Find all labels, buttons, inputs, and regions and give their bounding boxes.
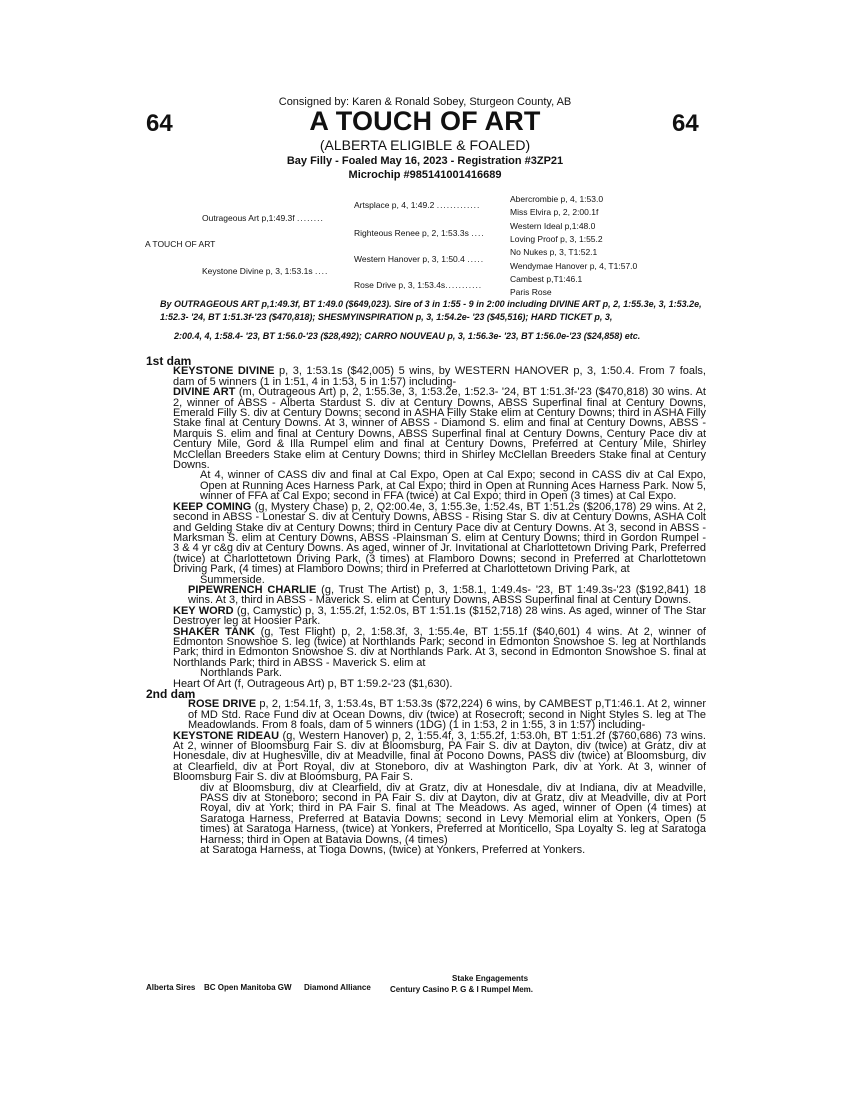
key-word-paragraph: KEY WORD (g, Camystic) p, 3, 1:55.2f, 1:52.0s, BT 1:51.1s ($152,718) 28 wins. As aged, winner of The Star Destroyer leg at Hoosier Park. bbox=[173, 604, 706, 628]
pedigree-g2: Miss Elvira p, 2, 2:00.1f bbox=[510, 207, 599, 217]
pedigree-g7: Cambest p,T1:46.1 bbox=[510, 274, 583, 284]
pedigree-sire-dam: Righteous Renee p, 2, 1:53.3s .... bbox=[354, 228, 485, 238]
keystone-rideau-paragraph: KEYSTONE RIDEAU (g, Western Hanover) p, 2, 1:55.4f, 3, 1:55.2f, 1:53.0h, BT 1:51.2f ($760,686) 73 wins. At 2, winner of Bloomsburg Fair S. div at Bloomsburg, PA Fair S. div at Dayton, div (twice) at Gratz, div at Honesdale, div at Hughesville, div at Meadville, final at Pocono Downs, PASS div (twice) at Bloomsburg, div at Clearfield, div at Port Royal, div at Stoneboro, div at Washington Park, div at York. At 3, winner of Bloomsburg Fair S. div at Bloomsburg, PA Fair S. bbox=[173, 729, 706, 784]
pedigree-sire-sire: Artsplace p, 4, 1:49.2 ............. bbox=[354, 200, 481, 210]
eligibility-line: (ALBERTA ELIGIBLE & FOALED) bbox=[319, 137, 531, 153]
description-line: Bay Filly - Foaled May 16, 2023 - Registration #3ZP21 bbox=[286, 155, 564, 167]
stake-engagements-list: Century Casino P. G & I Rumpel Mem. bbox=[390, 985, 533, 994]
hip-number-right: 64 bbox=[672, 110, 699, 137]
shaker-tank-continued: Northlands Park. bbox=[200, 667, 282, 680]
pedigree-g4: Loving Proof p, 3, 1:55.2 bbox=[510, 234, 603, 244]
pedigree-g6: Wendymae Hanover p, 4, T1:57.0 bbox=[510, 261, 638, 271]
footer-bc-open: BC Open Manitoba GW bbox=[204, 983, 292, 992]
dam1-paragraph: KEYSTONE DIVINE p, 3, 1:53.1s ($42,005) 5 wins, by WESTERN HANOVER p, 3, 1:50.4. From 7 foals, dam of 5 winners (1 in 1:51, 4 in 1:53, 5 in 1:57) including- bbox=[173, 365, 706, 388]
footer-alberta-sires: Alberta Sires bbox=[146, 983, 196, 992]
pedigree-g8: Paris Rose bbox=[510, 287, 552, 297]
pedigree-g1: Abercrombie p, 4, 1:53.0 bbox=[510, 194, 604, 204]
keep-coming-paragraph: KEEP COMING (g, Mystery Chase) p, 2, Q2:00.4e, 3, 1:55.3e, 1:52.4s, BT 1:51.2s ($206,178) 29 wins. At 2, second in ABSS - Lonestar S. div at Century Downs, ABSS - Rising Star S. div at Century Downs, ASHA Colt and Gelding Stake div at Century Downs; third in Century Pace div at Century Downs. At 3, second in ABSS - Marksman S. elim at Century Downs, ABSS -Plainsman S. elim at Century Downs; third in Gordon Rumpel - 3 & 4 yr c&g div at Century Downs. As aged, winner of Jr. Invitational at Charlottetown Driving Park, Preferred (twice) at Charlottetown Driving Park, (3 times) at Flamboro Downs; second in Preferred at Charlottetown Driving Park, (4 times) at Flamboro Downs; third in Preferred at Charlottetown Driving Park, at bbox=[173, 500, 706, 576]
horse-name: A TOUCH OF ART bbox=[309, 106, 541, 136]
consignor-line: Consigned by: Karen & Ronald Sobey, Sturgeon County, AB bbox=[278, 96, 572, 108]
second-dam-heading: 2nd dam bbox=[146, 687, 196, 701]
pedigree-dam-sire: Western Hanover p, 3, 1:50.4 ..... bbox=[354, 254, 485, 264]
divine-art-paragraph: DIVINE ART (m, Outrageous Art) p, 2, 1:55.3e, 3, 1:53.2e, 1:52.3- '24, BT 1:51.3f-'23 ($470,818) 30 wins. At 2, winner of ABSS - Alberta Stardust S. div at Century Downs, ABSS Superfinal final at Century Downs, Emerald Filly S. div at Century Downs; second in ASHA Filly Stake elim at Century Downs; third in ASHA Filly Stake final at Century Downs. At 3, winner of ABSS - Diamond S. elim and final at Century Downs, ABSS - Marquis S. elim and final at Century Downs, ABSS Superfinal final at Century Downs, Century Pace div at Century Mile, Gord & Illa Rumpel elim and final at Century Downs, Preferred at Century Mile, Shirley McClellan Breeders Stake elim at Century Downs; third in Shirley McClellan Breeders Stake final at Century Downs. bbox=[173, 386, 706, 472]
pedigree-dam-dam: Rose Drive p, 3, 1:53.4s........... bbox=[354, 280, 483, 290]
microchip-line: Microchip #985141001416689 bbox=[348, 169, 502, 181]
keystone-rideau-continued-2: at Saratoga Harness, at Tioga Downs, (twice) at Yonkers, Preferred at Yonkers. bbox=[200, 844, 586, 857]
pedigree-sire: Outrageous Art p,1:49.3f ........ bbox=[202, 213, 324, 223]
pedigree-subject: A TOUCH OF ART bbox=[145, 239, 216, 249]
keystone-rideau-continued: div at Bloomsburg, div at Clearfield, div at Gratz, div at Honesdale, div at Indiana, div at Meadville, PASS div at Stoneboro; second in PA Fair S. div at Dayton, div at Gratz, div at Meadville, div at Port Royal, div at York; third in PA Fair S. final at The Meadows. As aged, winner of Open (4 times) at Saratoga Harness, Preferred at Batavia Downs; second in Levy Memorial elim at Yonkers, Open (5 times) at Saratoga Harness, (twice) at Yonkers, Preferred at Monticello, Spa Loyalty S. leg at Saratoga Harness; third in Open at Batavia Downs, (4 times) bbox=[200, 781, 706, 846]
hip-number-left: 64 bbox=[146, 110, 173, 137]
shaker-tank-paragraph: SHAKER TANK (g, Test Flight) p, 2, 1:58.3f, 3, 1:55.4e, BT 1:55.1f ($40,601) 4 wins. At 2, winner of Edmonton Snowshoe S. leg (twice) at Northlands Park; second in Edmonton Snowshoe S. leg at Northlands Park; third in Edmonton Snowshoe S. div at Northlands Park. At 3, second in Edmonton Snowshoe S. final at Northlands Park; third in ABSS - Maverick S. elim at bbox=[173, 625, 706, 669]
sire-summary-line2: 2:00.4, 4, 1:58.4- '23, BT 1:56.0-'23 ($28,492); CARRO NOUVEAU p, 3, 1:56.3e- '23, BT 1:56.0e-'23 ($24,858) etc. bbox=[174, 331, 641, 341]
keep-coming-continued: Summerside. bbox=[200, 573, 265, 586]
produce-record bbox=[146, 356, 706, 856]
footer-diamond-alliance: Diamond Alliance bbox=[304, 983, 371, 992]
sire-summary bbox=[146, 298, 706, 343]
first-dam-heading: 1st dam bbox=[146, 354, 192, 368]
pedigree-g5: No Nukes p, 3, T1:52.1 bbox=[510, 247, 598, 257]
heart-of-art-line: Heart Of Art (f, Outrageous Art) p, BT 1:59.2-'23 ($1,630). bbox=[173, 677, 453, 690]
sire-summary-line1: By OUTRAGEOUS ART p,1:49.3f, BT 1:49.0 ($649,023). Sire of 3 in 1:55 - 9 in 2:00 including DIVINE ART p, 2, 1:55.3e, 3, 1:53.2e, 1:52.3- '24, BT 1:51.3f-'23 ($470,818); SHESMYINSPIRATION p, 3, 1:54.2e- '23 ($45,516); HARD TICKET p, 3, bbox=[160, 299, 702, 322]
pipewrench-paragraph: PIPEWRENCH CHARLIE (g, Trust The Artist) p, 3, 1:58.1, 1:49.4s- '23, BT 1:49.3s-'23 ($192,841) 18 wins. At 3, third in ABSS - Maverick S. elim at Century Downs, ABSS Superfinal final at Century Downs. bbox=[188, 583, 707, 607]
stake-engagements-heading: Stake Engagements bbox=[452, 974, 529, 983]
pedigree-dam: Keystone Divine p, 3, 1:53.1s .... bbox=[202, 266, 329, 276]
pedigree-g3: Western Ideal p,1:48.0 bbox=[510, 221, 596, 231]
dam2-paragraph: ROSE DRIVE p, 2, 1:54.1f, 3, 1:53.4s, BT 1:53.3s ($72,224) 6 wins, by CAMBEST p,T1:46.1. At 2, winner of MD Std. Race Fund div at Ocean Downs, div (twice) at Rosecroft; second in Night Styles S. leg at The Meadowlands. From 8 foals, dam of 5 winners (1DG) (1 in 1:53, 2 in 1:55, 3 in 1:57) including- bbox=[188, 698, 707, 732]
divine-art-continued: At 4, winner of CASS div and final at Cal Expo, Open at Cal Expo; second in CASS div at Cal Expo, Open at Running Aces Harness Park, at Cal Expo; third in Open at Running Aces Harness Park. Now 5, winner of FFA at Cal Expo; second in FFA (twice) at Cal Expo; third in Open (3 times) at Cal Expo. bbox=[200, 469, 706, 503]
